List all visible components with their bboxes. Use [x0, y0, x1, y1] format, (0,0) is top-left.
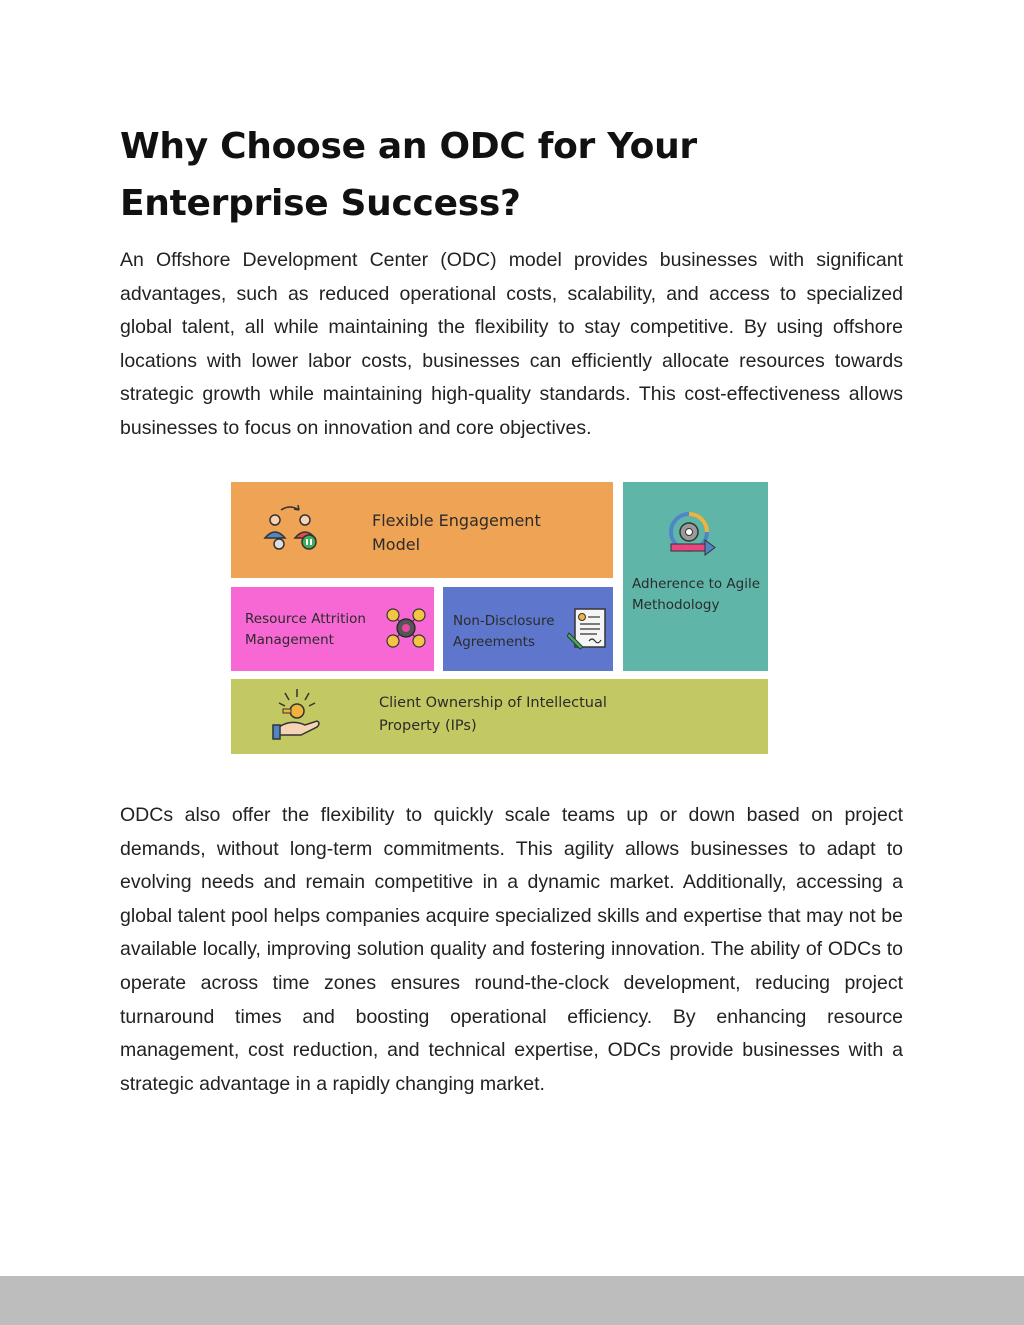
signed-document-icon	[567, 607, 609, 655]
tile-label: Flexible Engagement Model	[372, 511, 541, 554]
team-exchange-icon	[261, 504, 321, 560]
agile-cycle-icon	[665, 510, 719, 562]
hand-key-icon	[271, 687, 323, 747]
intro-paragraph: An Offshore Development Center (ODC) model provides businesses with significant advantages, such as reduced operational costs, scalability, and access to specialized global talent, all while maintaining the flexibility to stay competitive. By using offshore locations with lower labor costs, businesses can efficiently allocate resources towards strategic growth while maintaining high-quality standards. This cost-effectiveness allows businesses to focus on innovation and core objectives.	[120, 249, 903, 439]
footer-band	[0, 1276, 1024, 1325]
tile-label: Client Ownership of Intellectual Property (IPs)	[379, 695, 607, 734]
tile-flexible-engagement	[231, 482, 613, 578]
tile-non-disclosure	[443, 587, 613, 671]
tile-resource-attrition	[231, 587, 434, 671]
tile-label: Resource Attrition Management	[245, 611, 366, 648]
odc-benefits-infographic	[231, 482, 768, 754]
tile-client-ownership-ip	[231, 679, 768, 754]
tile-label: Adherence to Agile Methodology	[632, 576, 761, 613]
body-paragraph: ODCs also offer the flexibility to quickly scale teams up or down based on project demands, without long-term commitments. This agility allows businesses to adapt to evolving needs and remain competitive in a dynamic market. Additionally, accessing a global talent pool helps companies acquire specialized skills and expertise that may not be available locally, improving solution quality and fostering innovation. The ability of ODCs to operate across time zones ensures round-the-clock development, reducing project turnaround times and boosting operational efficiency. By enhancing resource management, cost reduction, and technical expertise, ODCs provide businesses with a strategic advantage in a rapidly changing market.	[120, 804, 903, 1095]
tile-agile-methodology	[623, 482, 768, 671]
resource-network-icon	[385, 607, 427, 653]
tile-label: Non-Disclosure Agreements	[453, 613, 555, 650]
page-title: Why Choose an ODC for Your Enterprise Success?	[120, 126, 697, 224]
